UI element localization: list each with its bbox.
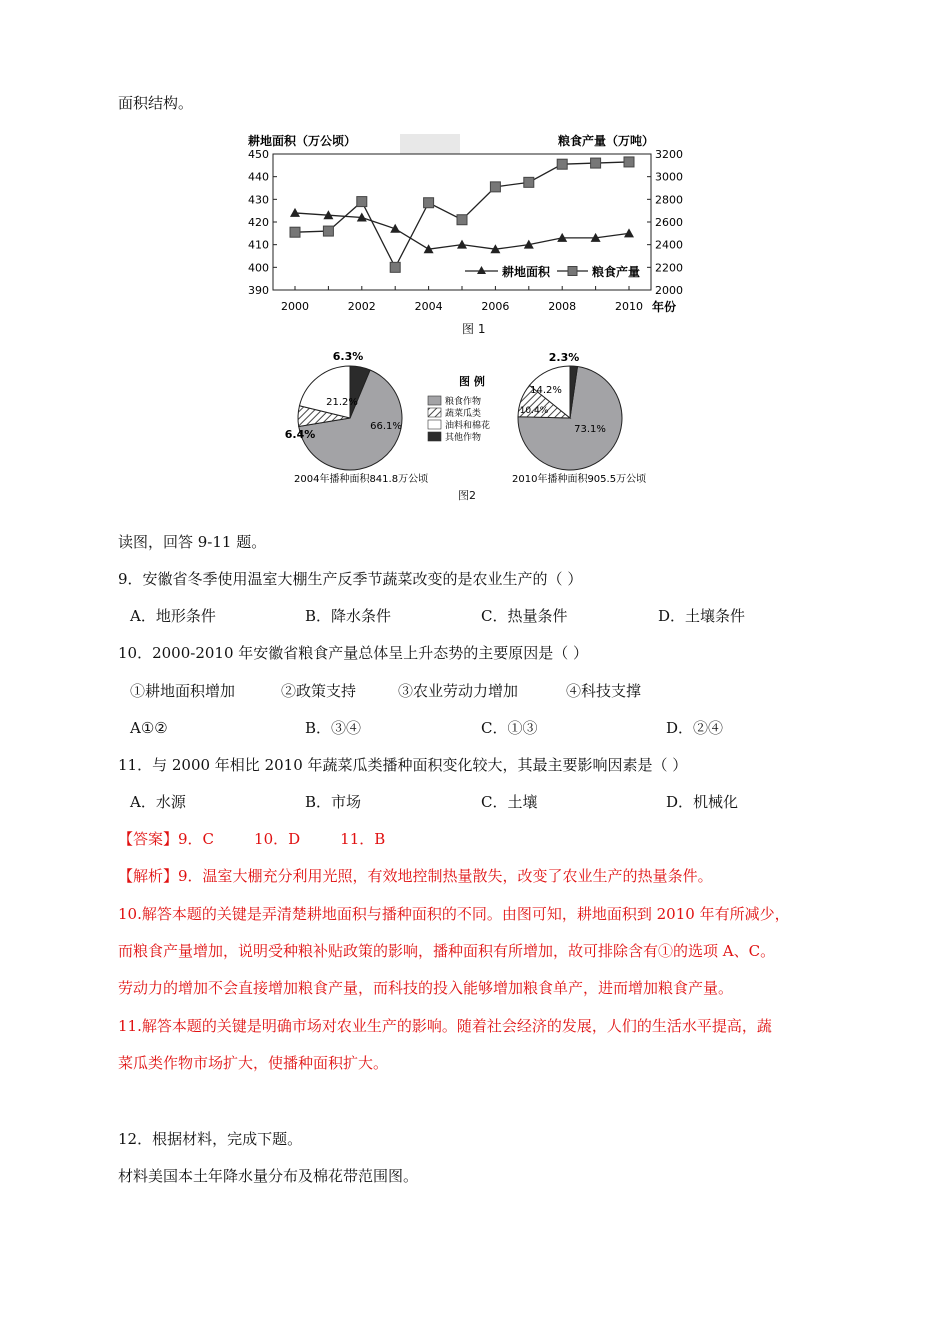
- analysis-10-line-2: 而粮食产量增加，说明受种粮补贴政策的影响，播种面积有所增加，故可排除含有①的选项 A、C。: [118, 942, 776, 960]
- scan-artifact: [400, 134, 460, 154]
- right-axis-title: 粮食产量（万吨）: [558, 134, 655, 148]
- figure2-caption: 图2: [458, 489, 476, 502]
- q11-option-d[interactable]: D．机械化: [666, 793, 739, 811]
- analysis-11-line-2: 菜瓜类作物市场扩大，使播种面积扩大。: [118, 1054, 389, 1072]
- q9-option-d[interactable]: D．土壤条件: [658, 607, 746, 625]
- x-tick-label: 2004: [414, 300, 443, 313]
- q12-stem: 12．根据材料，完成下题。: [118, 1130, 303, 1148]
- grain-point: [557, 159, 567, 169]
- figure2-pie-charts: [280, 345, 660, 505]
- left-tick-label: 450: [248, 148, 269, 161]
- q9-stem: 9．安徽省冬季使用温室大棚生产反季节蔬菜改变的是农业生产的（ ）: [118, 570, 583, 588]
- pie-2004-label-vegetables: 6.4%: [284, 428, 316, 441]
- q10-stem: 10．2000-2010 年安徽省粮食产量总体呈上升态势的主要原因是（ ）: [118, 644, 589, 662]
- legend-veg-swatch: [428, 408, 441, 417]
- grain-point: [591, 158, 601, 168]
- q11-option-a[interactable]: A．水源: [130, 793, 186, 811]
- area-point: [390, 224, 400, 233]
- figure2-legend: [428, 374, 490, 443]
- legend-other-text: 其他作物: [445, 433, 482, 443]
- pie-2010-label-oil-cotton: 14.2%: [530, 385, 562, 396]
- grain-point: [624, 157, 634, 167]
- pie-2010-label-vegetables: 10.4%: [519, 406, 549, 416]
- answer-tag: 【答案】: [118, 830, 179, 848]
- x-tick-label: 2008: [548, 300, 577, 313]
- analysis-11-line-1: 11.解答本题的关键是明确市场对农业生产的影响。随着社会经济的发展，人们的生活水平提高，蔬: [118, 1017, 772, 1035]
- legend-area-label: 耕地面积: [502, 265, 551, 279]
- figure1-legend: [465, 264, 640, 279]
- q9-option-b[interactable]: B．降水条件: [305, 607, 392, 625]
- pie-2010-label-other: 2.3%: [548, 351, 580, 364]
- right-tick-label: 3200: [655, 148, 683, 161]
- left-tick-label: 410: [248, 238, 269, 252]
- q10-option-a[interactable]: A①②: [130, 719, 168, 737]
- series-markers: [290, 157, 634, 272]
- pie-2004-caption: 2004年播种面积841.8万公顷: [294, 474, 429, 485]
- q10-item-2: ②政策支持: [281, 682, 357, 700]
- left-axis-title: 耕地面积（万公顷）: [248, 134, 357, 148]
- pie-2010: [518, 366, 622, 470]
- q11-option-b[interactable]: B．市场: [305, 793, 362, 811]
- q10-item-3: ③农业劳动力增加: [398, 682, 519, 700]
- answer-11: 11．B: [340, 830, 386, 848]
- right-tick-label: 2800: [655, 193, 683, 207]
- x-axis-unit: 年份: [652, 300, 677, 314]
- read-prompt: 读图，回答 9-11 题。: [118, 533, 267, 551]
- right-tick-label: 3000: [655, 170, 683, 184]
- legend-other-swatch: [428, 432, 441, 441]
- analysis-9: [118, 866, 713, 886]
- x-tick-label: 2006: [481, 300, 510, 313]
- analysis-10-line-3: 劳动力的增加不会直接增加粮食产量，而科技的投入能够增加粮食单产，进而增加粮食产量。: [118, 979, 734, 997]
- legend-grain-label: 粮食产量: [592, 265, 641, 279]
- grain-point: [357, 197, 367, 207]
- grain-point: [290, 227, 300, 237]
- pie-2004-label-grain: 66.1%: [370, 421, 402, 432]
- legend-triangle-icon: [477, 266, 486, 274]
- grain-point: [390, 262, 400, 272]
- pie-2004-label-other: 6.3%: [332, 350, 364, 363]
- analysis-tag: 【解析】: [118, 867, 179, 885]
- left-tick-label: 440: [248, 170, 269, 184]
- q9-option-a[interactable]: A．地形条件: [130, 607, 216, 625]
- q10-option-b[interactable]: B．③④: [305, 719, 362, 737]
- legend-square-icon: [568, 267, 577, 276]
- answer-line: [118, 829, 385, 849]
- legend-veg-text: 蔬菜瓜类: [445, 409, 482, 419]
- answer-10: 10．D: [254, 830, 301, 848]
- area-point: [624, 228, 634, 237]
- pie-2010-caption: 2010年播种面积905.5万公顷: [512, 474, 647, 485]
- q10-item-1: ①耕地面积增加: [130, 682, 236, 700]
- legend-grain-swatch: [428, 396, 441, 405]
- grain-point: [424, 198, 434, 208]
- left-tick-label: 430: [248, 193, 269, 207]
- x-tick-label: 2010: [615, 300, 643, 313]
- grain-point: [323, 226, 333, 236]
- right-tick-label: 2400: [655, 238, 683, 252]
- q10-option-d[interactable]: D．②④: [666, 719, 724, 737]
- q10-option-c[interactable]: C．①③: [481, 719, 538, 737]
- right-tick-label: 2200: [655, 261, 683, 275]
- legend-grain-text: 粮食作物: [445, 397, 482, 407]
- analysis-10-line-1: 10.解答本题的关键是弄清楚耕地面积与播种面积的不同。由图可知，耕地面积到 2010 年有所减少，: [118, 905, 790, 923]
- q10-item-4: ④科技支撑: [566, 682, 642, 700]
- grain-point: [457, 215, 467, 225]
- intro-text: 面积结构。: [118, 94, 194, 112]
- right-axis-ticks: [647, 148, 683, 297]
- figure1-caption: 图 1: [462, 322, 486, 336]
- x-tick-label: 2002: [347, 300, 376, 313]
- q12-material: 材料美国本土年降水量分布及棉花带范围图。: [118, 1167, 419, 1185]
- pie-2004-label-oil-cotton: 21.2%: [326, 397, 358, 408]
- legend-title: 图 例: [459, 375, 485, 388]
- x-tick-label: 2000: [281, 300, 309, 313]
- right-tick-label: 2600: [655, 216, 683, 229]
- analysis-9-text: 9．温室大棚充分利用光照，有效地控制热量散失，改变了农业生产的热量条件。: [178, 867, 713, 885]
- q11-option-c[interactable]: C．土壤: [481, 793, 538, 811]
- legend-oil-swatch: [428, 420, 441, 429]
- pie-2004: [298, 366, 402, 470]
- q11-stem: 11．与 2000 年相比 2010 年蔬菜瓜类播种面积变化较大，其最主要影响因素是（ ）: [118, 756, 688, 774]
- pie-2010-label-grain: 73.1%: [574, 424, 606, 435]
- left-tick-label: 390: [248, 284, 269, 297]
- left-tick-label: 400: [248, 261, 269, 275]
- answer-9: 9．C: [178, 830, 215, 848]
- right-tick-label: 2000: [655, 284, 683, 297]
- area-point: [457, 240, 467, 249]
- left-tick-label: 420: [248, 216, 269, 229]
- area-point: [290, 208, 300, 217]
- legend-oil-text: 油料和棉花: [445, 421, 491, 431]
- figure1-line-chart: [240, 128, 700, 340]
- grain-point: [524, 177, 534, 187]
- grain-point: [490, 182, 500, 192]
- q9-option-c[interactable]: C．热量条件: [481, 607, 568, 625]
